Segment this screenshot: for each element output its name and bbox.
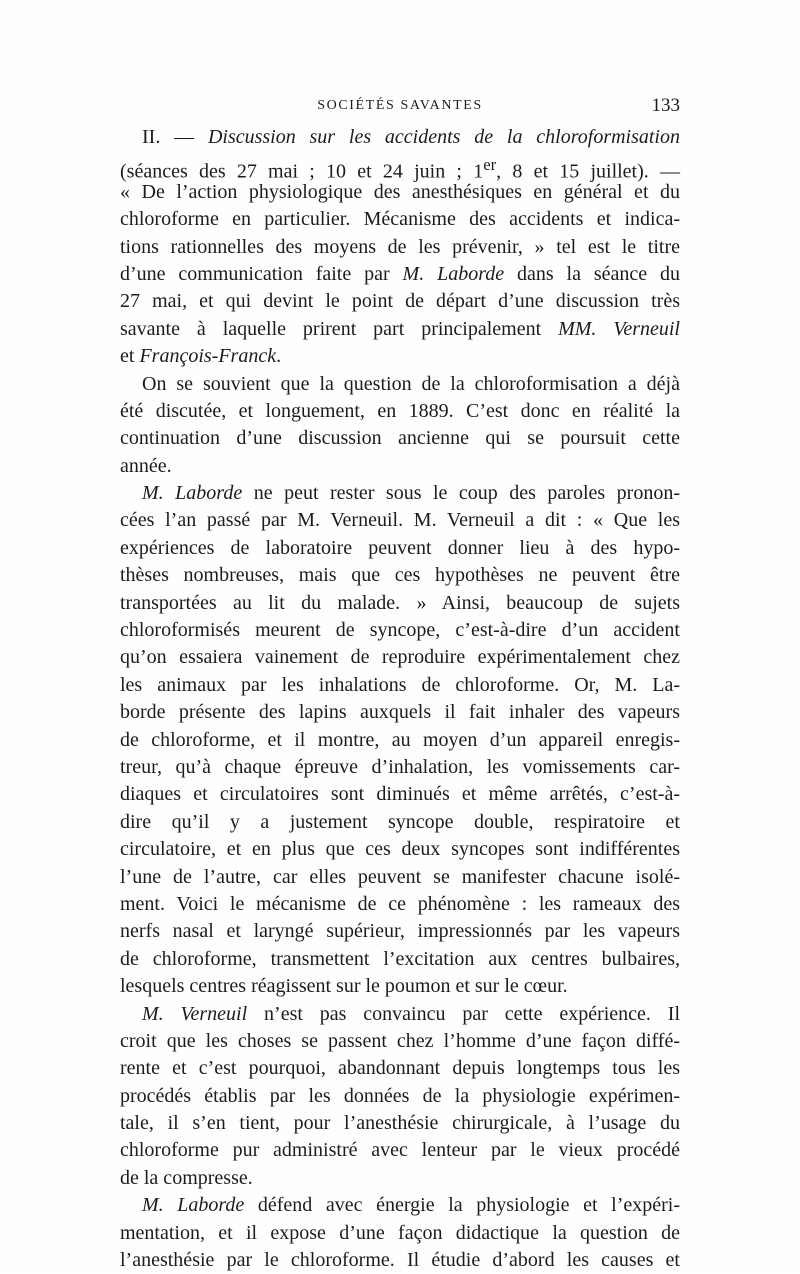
text-line: chloroforme pur administré avec lenteur par le vieux procédé [120, 1139, 680, 1162]
text-line: On se souvient que la question de la chloroformisation a déjà [142, 372, 680, 395]
text-line: procédés établis par les données de la physiologie expérimen- [120, 1084, 680, 1107]
text-line: chloroforme en particulier. Mécanisme des accidents et indica- [120, 208, 680, 231]
page-header [120, 95, 680, 119]
text-line: M. Laborde défend avec énergie la physiologie et l’expéri- [142, 1194, 681, 1217]
text-line: tale, il s’en tient, pour l’anesthésie chirurgicale, à l’usage du [120, 1112, 680, 1135]
text-line: ment. Voici le mécanisme de ce phénomène : les rameaux des [120, 892, 680, 915]
text-line: lesquels centres réagissent sur le poumon et sur le cœur. [120, 975, 568, 998]
text-line: 27 mai, et qui devint le point de départ d’une discussion très [120, 290, 680, 313]
text-line: II. — Discussion sur les accidents de la chloroformisation [142, 126, 680, 148]
text-line: et François-Franck. [120, 345, 282, 368]
text-line: de chloroforme, transmettent l’excitation aux centres bulbaires, [120, 947, 680, 970]
text-line: continuation d’une discussion ancienne qui se poursuit cette [120, 427, 680, 450]
text-line: chloroformisés meurent de syncope, c’est-à-dire d’un accident [120, 619, 680, 642]
text-line: cées l’an passé par M. Verneuil. M. Verneuil a dit : « Que les [120, 509, 680, 532]
text-line: année. [120, 454, 172, 477]
text-line: les animaux par les inhalations de chloroforme. Or, M. La- [120, 673, 680, 696]
text-line: thèses nombreuses, mais que ces hypothèses ne peuvent être [120, 564, 680, 587]
text-line: M. Laborde ne peut rester sous le coup des paroles pronon- [142, 482, 680, 505]
text-line: de chloroforme, et il montre, au moyen d’un appareil enregis- [120, 728, 680, 751]
text-line: qu’on essaiera vainement de reproduire expérimentalement chez [120, 646, 680, 669]
text-line: dire qu’il y a justement syncope double, respiratoire et [120, 810, 680, 833]
text-line: mentation, et il expose d’une façon didactique la question de [120, 1221, 680, 1244]
text-line: été discutée, et longuement, en 1889. C’est donc en réalité la [120, 399, 680, 422]
text-line: savante à laquelle prirent part principalement MM. Verneuil [120, 317, 680, 340]
text-line: l’anesthésie par le chloroforme. Il étudie d’abord les causes et [120, 1249, 680, 1272]
text-line: M. Verneuil n’est pas convaincu par cette expérience. Il [142, 1002, 680, 1025]
text-line: circulatoire, et en plus que ces deux syncopes sont indifférentes [120, 838, 680, 861]
page-number: 133 [651, 95, 680, 116]
text-line: transportées au lit du malade. » Ainsi, beaucoup de sujets [120, 591, 680, 614]
text-line: nerfs nasal et laryngé supérieur, impressionnés par les vapeurs [120, 920, 680, 943]
text-line: diaques et circulatoires sont diminués et même arrêtés, c’est-à- [120, 783, 680, 806]
text-line: borde présente des lapins auxquels il fait inhaler des vapeurs [120, 701, 680, 724]
text-line: treur, qu’à chaque épreuve d’inhalation, les vomissements car- [120, 755, 680, 778]
text-line: de la compresse. [120, 1166, 253, 1189]
text-line: (séances des 27 mai ; 10 et 24 juin ; 1er, 8 et 15 juillet). — [120, 155, 680, 184]
text-line: l’une de l’autre, car elles peuvent se manifester chacune isolé- [120, 865, 680, 888]
text-line: expériences de laboratoire peuvent donner lieu à des hypo- [120, 536, 680, 559]
running-head: SOCIÉTÉS SAVANTES [317, 98, 483, 113]
text-line: rente et c’est pourquoi, abandonnant depuis longtemps tous les [120, 1057, 680, 1080]
text-line: « De l’action physiologique des anesthésiques en général et du [120, 180, 680, 203]
text-line: tions rationnelles des moyens de les prévenir, » tel est le titre [120, 235, 680, 258]
text-line: croit que les choses se passent chez l’homme d’une façon diffé- [120, 1029, 680, 1052]
text-line: d’une communication faite par M. Laborde dans la séance du [120, 262, 681, 285]
body-text [120, 124, 680, 1274]
